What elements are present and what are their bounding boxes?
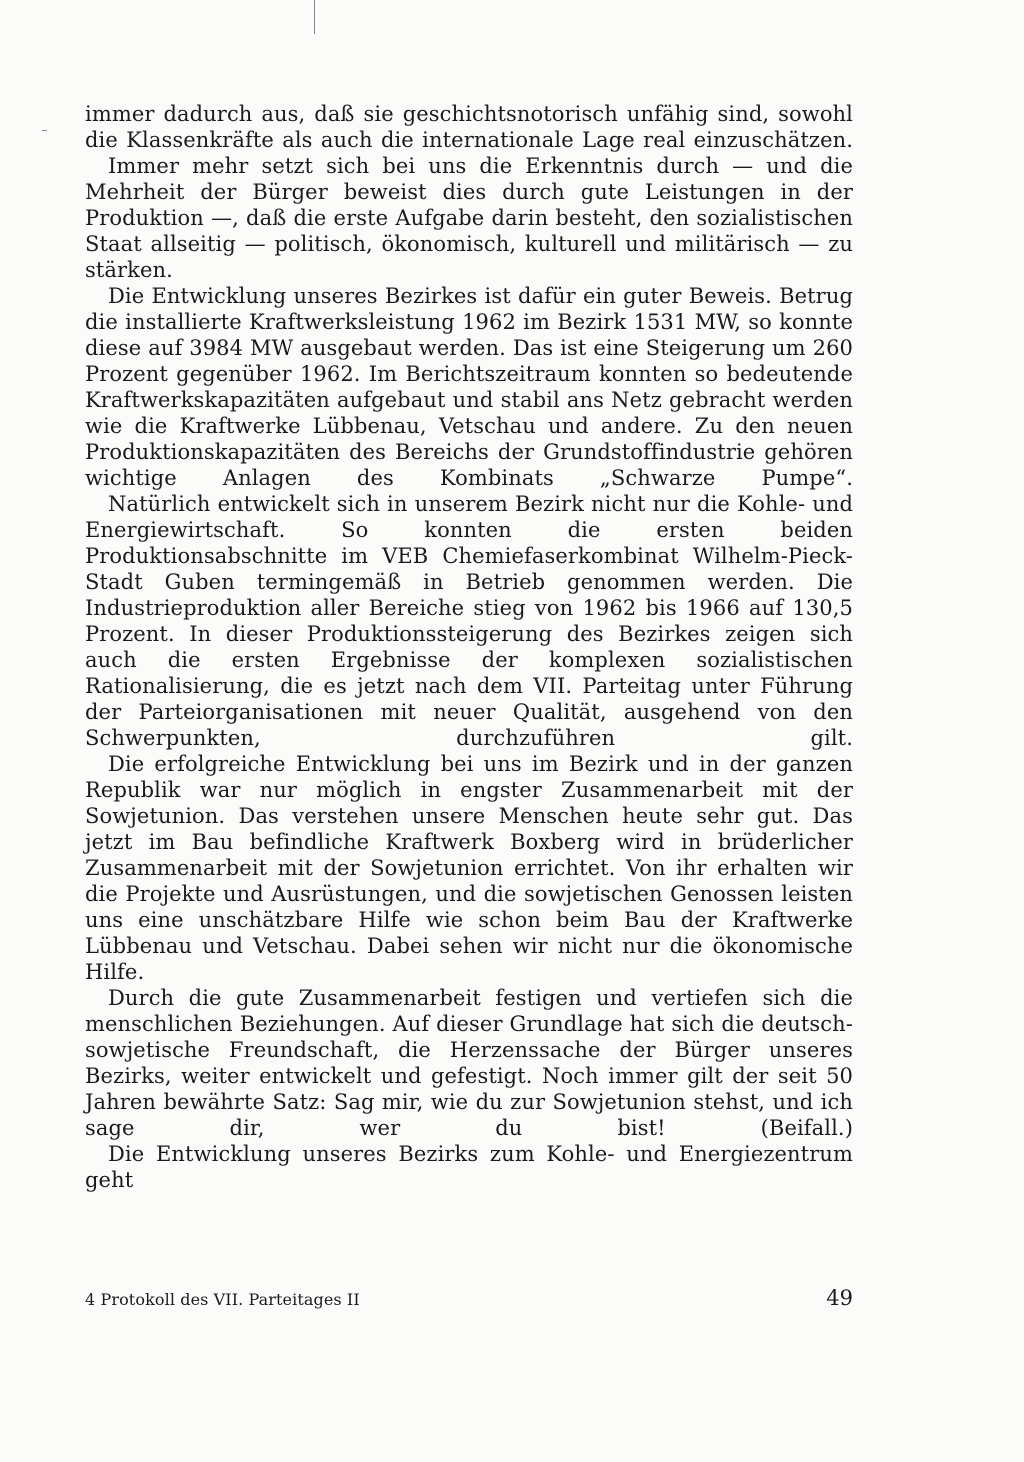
scan-mark-top bbox=[314, 0, 315, 34]
paragraph: Immer mehr setzt sich bei uns die Erkenntnis durch — und die Mehrheit der Bürger beweist dies durch gute Leistungen in der Produktion —, daß die erste Aufgabe darin besteht, den sozialistischen Staat allseitig — politisch, ökonomisch, kulturell und militärisch — zu stärken. bbox=[85, 154, 853, 282]
body-text bbox=[85, 101, 853, 1193]
paragraph: Durch die gute Zusammenarbeit festigen und vertiefen sich die menschlichen Beziehungen. Auf dieser Grundlage hat sich die deutsch-sowjetische Freundschaft, die Herzenssache der Bürger unseres Bezirks, weiter entwickelt und gefestigt. Noch immer gilt der seit 50 Jahren bewährte Satz: Sag mir, wie du zur Sowjetunion stehst, und ich sage dir, wer du bist! (Beifall.) bbox=[85, 986, 853, 1140]
paragraph: Die Entwicklung unseres Bezirkes ist dafür ein guter Beweis. Betrug die installierte Kraftwerksleistung 1962 im Bezirk 1531 MW, so konnte diese auf 3984 MW ausgebaut werden. Das ist eine Steigerung um 260 Prozent gegenüber 1962. Im Berichtszeitraum konnten so bedeutende Kraftwerkskapazitäten aufgebaut und stabil ans Netz gebracht werden wie die Kraftwerke Lübbenau, Vetschau und andere. Zu den neuen Produktionskapazitäten des Bereichs der Grundstoffindustrie gehören wichtige Anlagen des Kombinats „Schwarze Pumpe“. bbox=[85, 284, 853, 490]
paragraph: Natürlich entwickelt sich in unserem Bezirk nicht nur die Kohle- und Energiewirtschaft. So konnten die ersten beiden Produktionsabschnitte im VEB Chemiefaserkombinat Wilhelm-Pieck-Stadt Guben termingemäß in Betrieb genommen werden. Die Industrieproduktion aller Bereiche stieg von 1962 bis 1966 auf 130,5 Prozent. In dieser Produktionssteigerung des Bezirkes zeigen sich auch die ersten Ergebnisse der komplexen sozialistischen Rationalisierung, die es jetzt nach dem VII. Parteitag unter Führung der Parteiorganisationen mit neuer Qualität, ausgehend von den Schwerpunkten, durchzuführen gilt. bbox=[85, 492, 853, 750]
page-footer bbox=[85, 1286, 853, 1316]
paragraph: Die Entwicklung unseres Bezirks zum Kohle- und Energiezentrum geht bbox=[85, 1142, 853, 1192]
page-number: 49 bbox=[826, 1286, 853, 1310]
paragraph: immer dadurch aus, daß sie geschichtsnotorisch unfähig sind, sowohl die Klassenkräfte als auch die internationale Lage real einzuschätzen. bbox=[85, 102, 853, 152]
footer-title: 4 Protokoll des VII. Parteitages II bbox=[85, 1290, 360, 1309]
scan-mark-left bbox=[42, 130, 47, 131]
paragraph: Die erfolgreiche Entwicklung bei uns im Bezirk und in der ganzen Republik war nur möglich in engster Zusammenarbeit mit der Sowjetunion. Das verstehen unsere Menschen heute sehr gut. Das jetzt im Bau befindliche Kraftwerk Boxberg wird in brüderlicher Zusammenarbeit mit der Sowjetunion errichtet. Von ihr erhalten wir die Projekte und Ausrüstungen, und die sowjetischen Genossen leisten uns eine unschätzbare Hilfe wie schon beim Bau der Kraftwerke Lübbenau und Vetschau. Dabei sehen wir nicht nur die ökonomische Hilfe. bbox=[85, 752, 853, 984]
